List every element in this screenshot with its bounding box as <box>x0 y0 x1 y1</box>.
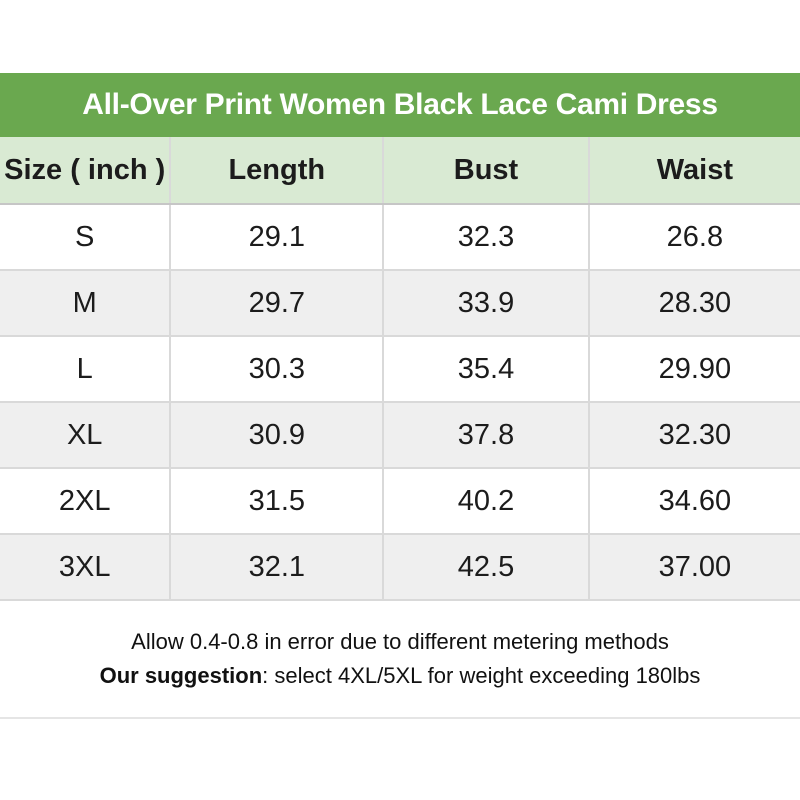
footer-line1-text: Allow 0.4-0.8 in error due to different metering methods <box>131 629 669 654</box>
header-size: Size ( inch ) <box>0 137 170 204</box>
table-row-3xl <box>0 534 800 600</box>
cell-bust: 37.8 <box>383 402 589 468</box>
cell-bust: 35.4 <box>383 336 589 402</box>
table-row-xl <box>0 402 800 468</box>
footer-line-error-tolerance <box>131 625 669 659</box>
header-length: Length <box>170 137 383 204</box>
size-chart-table <box>0 137 800 601</box>
cell-bust: 33.9 <box>383 270 589 336</box>
cell-bust: 40.2 <box>383 468 589 534</box>
footer-note <box>0 601 800 719</box>
cell-size: L <box>0 336 170 402</box>
cell-length: 29.7 <box>170 270 383 336</box>
cell-waist: 29.90 <box>589 336 800 402</box>
table-row-s <box>0 204 800 270</box>
table-row-2xl <box>0 468 800 534</box>
cell-waist: 32.30 <box>589 402 800 468</box>
footer-suggestion-label: Our suggestion <box>99 663 263 688</box>
cell-waist: 28.30 <box>589 270 800 336</box>
cell-size: 3XL <box>0 534 170 600</box>
cell-bust: 32.3 <box>383 204 589 270</box>
cell-waist: 26.8 <box>589 204 800 270</box>
header-bust: Bust <box>383 137 589 204</box>
cell-length: 29.1 <box>170 204 383 270</box>
cell-waist: 34.60 <box>589 468 800 534</box>
cell-waist: 37.00 <box>589 534 800 600</box>
cell-length: 31.5 <box>170 468 383 534</box>
cell-length: 30.9 <box>170 402 383 468</box>
cell-size: XL <box>0 402 170 468</box>
header-waist: Waist <box>589 137 800 204</box>
cell-length: 32.1 <box>170 534 383 600</box>
table-row-l <box>0 336 800 402</box>
table-row-m <box>0 270 800 336</box>
cell-size: M <box>0 270 170 336</box>
page-title: All-Over Print Women Black Lace Cami Dress <box>82 88 718 121</box>
footer-suggestion-text: : select 4XL/5XL for weight exceeding 180lbs <box>262 663 701 688</box>
cell-length: 30.3 <box>170 336 383 402</box>
cell-size: S <box>0 204 170 270</box>
title-bar <box>0 73 800 137</box>
footer-line-suggestion <box>100 659 701 693</box>
cell-bust: 42.5 <box>383 534 589 600</box>
cell-size: 2XL <box>0 468 170 534</box>
top-margin <box>0 0 800 73</box>
table-header-row <box>0 137 800 204</box>
